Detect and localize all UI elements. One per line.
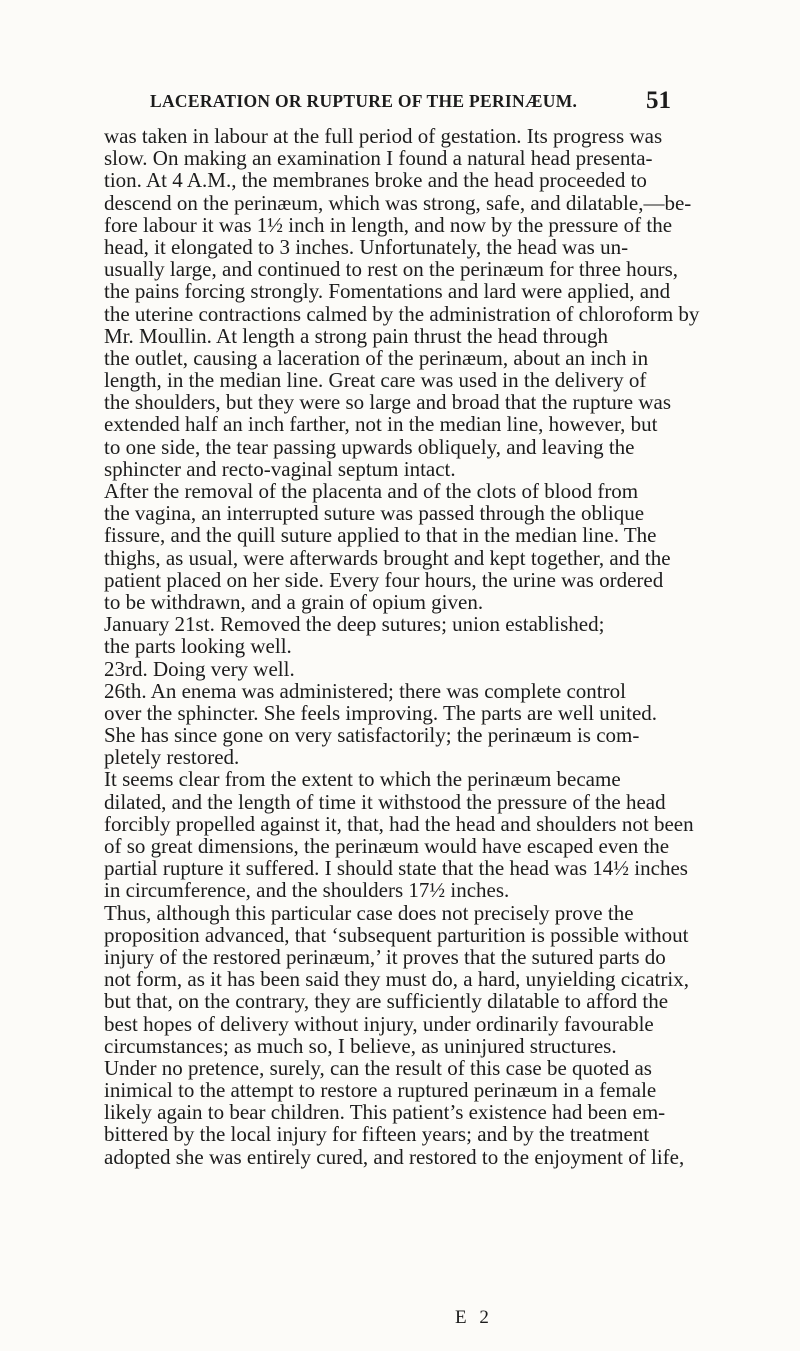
text-line: to one side, the tear passing upwards obliquely, and leaving the (104, 434, 635, 459)
text-line: 26th. An enema was administered; there was complete control (104, 678, 626, 703)
text-line: It seems clear from the extent to which the perinæum became (104, 767, 621, 792)
text-line: the pains forcing strongly. Fomentations and lard were applied, and (104, 279, 671, 304)
text-line: patient placed on her side. Every four hours, the urine was ordered (104, 567, 664, 592)
text-line: extended half an inch farther, not in the median line, however, but (104, 412, 658, 437)
text-line: the vagina, an interrupted suture was passed through the oblique (104, 501, 645, 526)
text-line: the uterine contractions calmed by the administration of chloroform by (104, 301, 700, 326)
page-header (150, 87, 710, 121)
text-line: to be withdrawn, and a grain of opium given. (104, 589, 484, 614)
text-line: Under no pretence, surely, can the result of this case be quoted as (104, 1055, 652, 1080)
text-line: slow. On making an examination I found a natural head presenta- (104, 146, 653, 171)
text-line: Mr. Moullin. At length a strong pain thrust the head through (104, 323, 608, 348)
text-line: not form, as it has been said they must do, a hard, unyielding cicatrix, (104, 967, 689, 992)
text-line: tion. At 4 A.M., the membranes broke and the head proceeded to (104, 168, 647, 193)
text-line: forcibly propelled against it, that, had the head and shoulders not been (104, 811, 694, 836)
text-line: fore labour it was 1½ inch in length, and now by the pressure of the (104, 212, 673, 237)
text-line: bittered by the local injury for fifteen years; and by the treatment (104, 1122, 650, 1147)
text-line: Thus, although this particular case does not precisely prove the (104, 900, 634, 925)
text-line: After the removal of the placenta and of the clots of blood from (104, 479, 639, 503)
text-line: inimical to the attempt to restore a ruptured perinæum in a female (104, 1078, 657, 1103)
text-line: injury of the restored perinæum,’ it proves that the sutured parts do (104, 944, 666, 969)
text-line: proposition advanced, that ‘subsequent parturition is possible without (104, 922, 689, 947)
text-line: thighs, as usual, were afterwards brought and kept together, and the (104, 545, 671, 570)
text-line: was taken in labour at the full period of gestation. Its progress was (104, 124, 663, 148)
text-line: in circumference, and the shoulders 17½ inches. (104, 878, 510, 903)
text-line: dilated, and the length of time it withstood the pressure of the head (104, 789, 666, 814)
text-line: pletely restored. (104, 745, 240, 770)
text-line: circumstances; as much so, I believe, as uninjured structures. (104, 1033, 617, 1058)
text-line: the shoulders, but they were so large and broad that the rupture was (104, 390, 672, 415)
text-line: of so great dimensions, the perinæum would have escaped even the (104, 834, 670, 858)
text-line: length, in the median line. Great care was used in the delivery of (104, 368, 647, 393)
text-line: 23rd. Doing very well. (104, 656, 295, 681)
text-line: descend on the perinæum, which was strong, safe, and dilatable,—be- (104, 190, 692, 215)
text-line: best hopes of delivery without injury, under ordinarily favourable (104, 1011, 654, 1036)
text-line: sphincter and recto-vaginal septum intact. (104, 456, 456, 481)
text-line: partial rupture it suffered. I should state that the head was 14½ inches (104, 856, 688, 881)
text-line: but that, on the contrary, they are sufficiently dilatable to afford the (104, 989, 669, 1014)
text-line: likely again to bear children. This patient’s existence had been em- (104, 1100, 666, 1125)
text-line: the parts looking well. (104, 634, 292, 659)
text-line: head, it elongated to 3 inches. Unfortunately, the head was un- (104, 234, 629, 259)
signature-mark: E 2 (455, 1307, 493, 1328)
running-title: LACERATION OR RUPTURE OF THE PERINÆUM. (150, 91, 578, 111)
text-line: January 21st. Removed the deep sutures; union established; (104, 612, 605, 637)
text-line: usually large, and continued to rest on the perinæum for three hours, (104, 257, 679, 282)
page-number: 51 (646, 87, 671, 114)
text-line: fissure, and the quill suture applied to that in the median line. The (104, 523, 657, 548)
text-line: She has since gone on very satisfactorily; the perinæum is com- (104, 723, 640, 748)
text-line: over the sphincter. She feels improving. The parts are well united. (104, 700, 658, 725)
text-line: the outlet, causing a laceration of the perinæum, about an inch in (104, 345, 649, 370)
text-line: adopted she was entirely cured, and restored to the enjoyment of life, (104, 1144, 685, 1169)
body-text (104, 125, 724, 1168)
